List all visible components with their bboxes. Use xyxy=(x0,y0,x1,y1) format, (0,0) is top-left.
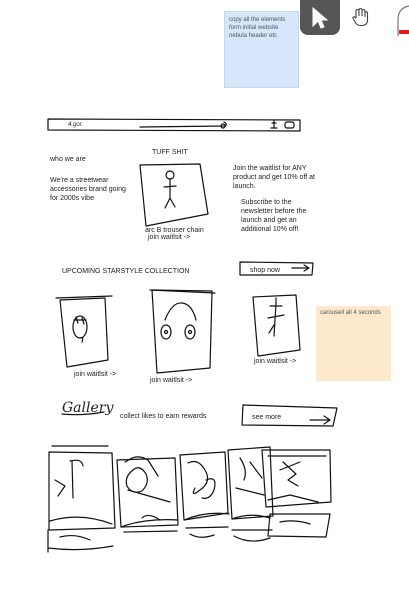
collection-item-1-join-link[interactable]: join waitlsit -> xyxy=(74,371,117,378)
see-more-button[interactable]: see more xyxy=(252,414,282,421)
shop-now-button[interactable]: shop now xyxy=(250,267,280,274)
collection-item-2-join-link[interactable]: join waitlsit -> xyxy=(150,377,193,384)
collection-item-2-sketch xyxy=(150,290,215,373)
collection-item-1-sketch xyxy=(56,296,112,367)
collection-title: UPCOMING STARSTYLE COLLECTION xyxy=(62,268,190,275)
featured-title: TUFF SHIT xyxy=(152,149,188,156)
newsletter-promo-text: Subscribe to the newsletter before the launch and get an additional 10% off! xyxy=(241,199,307,233)
waitlist-promo-text: Join the waitlist for ANY product and get 10% off at launch. xyxy=(233,165,315,190)
hand-icon xyxy=(350,6,372,28)
pen-icon xyxy=(384,0,409,36)
about-heading: who we are xyxy=(50,156,86,163)
collection-item-3-join-link[interactable]: join waitlsit -> xyxy=(254,358,297,365)
nav-logo[interactable]: 4.gor. xyxy=(68,122,84,128)
cursor-tool-button[interactable] xyxy=(300,0,340,35)
pen-tool-button[interactable] xyxy=(384,0,409,36)
sticky-note-carousel[interactable] xyxy=(316,306,391,381)
collection-item-3-sketch xyxy=(253,295,300,356)
sticky-note-top[interactable] xyxy=(224,11,299,88)
cursor-icon xyxy=(310,6,330,30)
about-body: We're a streetwear accessories brand going for 2000s vibe xyxy=(50,177,126,202)
sticky-note-top-text: copy all the elements form initial website nebula header etc xyxy=(229,17,286,39)
nav-bar-sketch xyxy=(48,119,300,131)
gallery-sketches xyxy=(48,446,331,552)
featured-product-sketch xyxy=(140,164,208,226)
hand-tool-button[interactable] xyxy=(348,4,374,30)
featured-join-waitlist-link[interactable]: join waitlsit -> xyxy=(148,234,191,241)
gallery-title: Gallery xyxy=(62,400,114,416)
gallery-subtitle: collect likes to earn rewards xyxy=(120,413,207,420)
sticky-note-carousel-text: carousell all 4 seconds xyxy=(320,310,381,316)
featured-product-caption: arc B trouser chain xyxy=(145,227,204,234)
